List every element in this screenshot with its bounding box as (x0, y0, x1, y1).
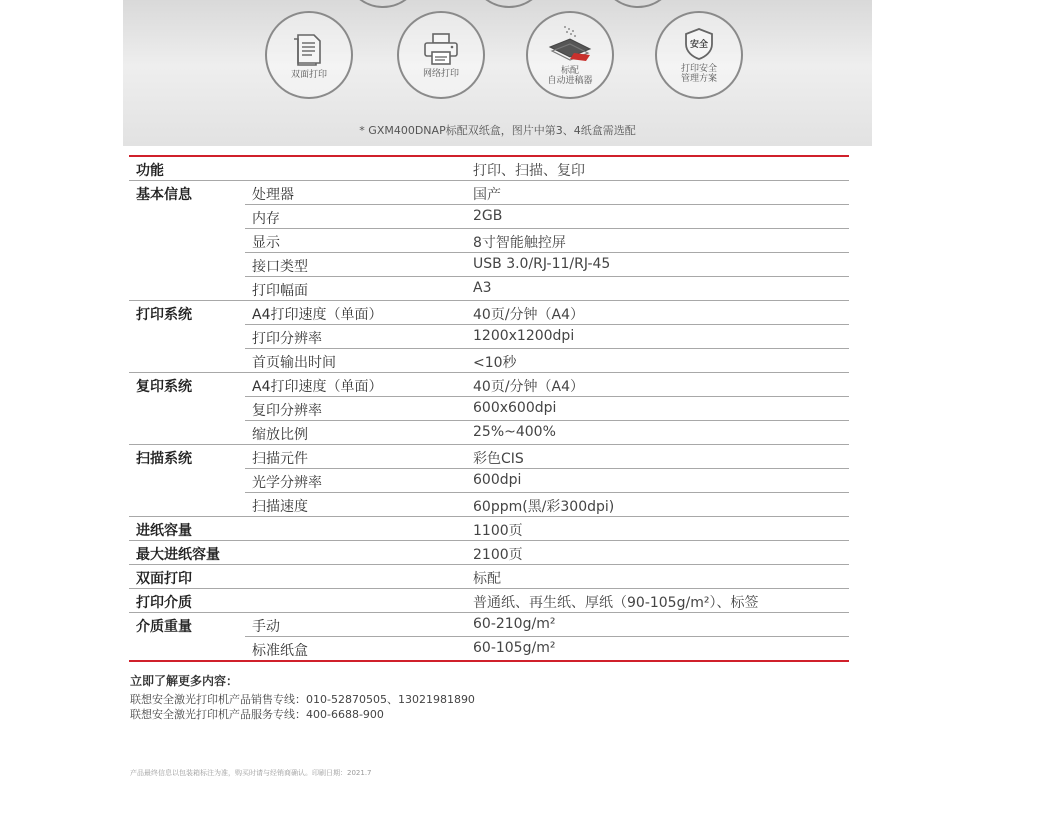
spec-subitem: 复印分辨率 (252, 403, 322, 419)
spec-category: 最大进纸容量 (136, 547, 220, 563)
spec-table (129, 155, 849, 662)
spec-value: 打印、扫描、复印 (473, 163, 585, 179)
spec-value: 2GB (473, 208, 503, 224)
spec-row (129, 517, 849, 541)
contact-title: 立即了解更多内容： (130, 674, 239, 688)
service-hotline: 联想安全激光打印机产品服务专线：400-6688-900 (130, 708, 384, 721)
banner-footnote: * GXM400DNAP标配双纸盒，图片中第3、4纸盒需选配 (359, 124, 636, 137)
spec-value: 60-105g/m² (473, 640, 556, 656)
spec-row (129, 565, 849, 589)
spec-subitem: A4打印速度（单面） (252, 379, 383, 395)
document-feeder-icon (546, 25, 594, 63)
spec-row (129, 493, 849, 517)
spec-value: 国产 (473, 187, 501, 203)
spec-category: 复印系统 (136, 379, 192, 395)
feature-banner (123, 0, 872, 146)
partial-circle-icon (344, 0, 422, 8)
spec-subitem: 打印幅面 (252, 283, 308, 299)
spec-row (129, 277, 849, 301)
spec-row (129, 397, 849, 421)
spec-category: 基本信息 (136, 187, 192, 203)
spec-row (129, 181, 849, 205)
partial-circle-icon (599, 0, 677, 8)
spec-category: 介质重量 (136, 619, 192, 635)
spec-row (129, 373, 849, 397)
spec-category: 功能 (136, 163, 164, 179)
feature-label: 双面打印 (290, 69, 327, 80)
feature-label: 网络打印 (422, 68, 459, 79)
spec-subitem: A4打印速度（单面） (252, 307, 383, 323)
feature-document-feeder (526, 11, 614, 99)
feature-label: 标配 自动进稿器 (547, 65, 593, 86)
spec-value: <10秒 (473, 355, 517, 371)
spec-subitem: 扫描速度 (252, 499, 308, 515)
spec-value: 彩色CIS (473, 451, 524, 467)
spec-row (129, 253, 849, 277)
spec-value: 60ppm(黑/彩300dpi) (473, 499, 615, 515)
spec-row (129, 301, 849, 325)
feature-security (655, 11, 743, 99)
spec-value: 600x600dpi (473, 400, 557, 416)
spec-value: 2100页 (473, 547, 523, 563)
spec-value: 600dpi (473, 472, 522, 488)
feature-network-print (397, 11, 485, 99)
spec-subitem: 内存 (252, 211, 280, 227)
spec-subitem: 光学分辨率 (252, 475, 322, 491)
spec-value: 60-210g/m² (473, 616, 556, 632)
spec-category: 双面打印 (136, 571, 192, 587)
spec-row (129, 349, 849, 373)
spec-subitem: 扫描元件 (252, 451, 308, 467)
spec-subitem: 处理器 (252, 187, 294, 203)
spec-row (129, 205, 849, 229)
spec-value: 40页/分钟（A4） (473, 307, 585, 323)
network-printer-icon (421, 32, 461, 66)
spec-row (129, 469, 849, 493)
spec-subitem: 显示 (252, 235, 280, 251)
print-footnote: 产品最终信息以包装箱标注为准，购买时请与经销商确认。印刷日期：2021.7 (130, 769, 372, 777)
spec-row (129, 325, 849, 349)
spec-category: 打印介质 (136, 595, 192, 611)
spec-row (129, 613, 849, 637)
spec-row (129, 157, 849, 181)
spec-row (129, 229, 849, 253)
spec-value: 普通纸、再生纸、厚纸（90-105g/m²）、标签 (473, 595, 759, 611)
spec-value: 8寸智能触控屏 (473, 235, 566, 251)
spec-subitem: 标准纸盒 (252, 643, 308, 659)
spec-value: 1200x1200dpi (473, 328, 575, 344)
security-badge-text: 安全 (689, 39, 708, 50)
spec-subitem: 手动 (252, 619, 280, 635)
spec-value: USB 3.0/RJ-11/RJ-45 (473, 256, 611, 272)
duplex-document-icon (292, 31, 326, 67)
security-shield-icon (683, 27, 715, 61)
spec-row (129, 637, 849, 660)
spec-row (129, 421, 849, 445)
spec-subitem: 打印分辨率 (252, 331, 322, 347)
spec-row (129, 445, 849, 469)
spec-row (129, 541, 849, 565)
spec-row (129, 589, 849, 613)
spec-subitem: 接口类型 (252, 259, 308, 275)
spec-category: 扫描系统 (136, 451, 192, 467)
spec-subitem: 缩放比例 (252, 427, 308, 443)
spec-value: 40页/分钟（A4） (473, 379, 585, 395)
spec-value: A3 (473, 280, 492, 296)
spec-value: 1100页 (473, 523, 523, 539)
partial-circle-icon (470, 0, 548, 8)
contact-section (130, 672, 475, 722)
spec-subitem: 首页输出时间 (252, 355, 336, 371)
spec-value: 25%~400% (473, 424, 556, 440)
spec-value: 标配 (473, 571, 501, 587)
spec-category: 进纸容量 (136, 523, 192, 539)
feature-label: 打印安全 管理方案 (680, 63, 717, 84)
sales-hotline: 联想安全激光打印机产品销售专线：010-52870505、13021981890 (130, 693, 475, 706)
spec-category: 打印系统 (136, 307, 192, 323)
feature-duplex (265, 11, 353, 99)
